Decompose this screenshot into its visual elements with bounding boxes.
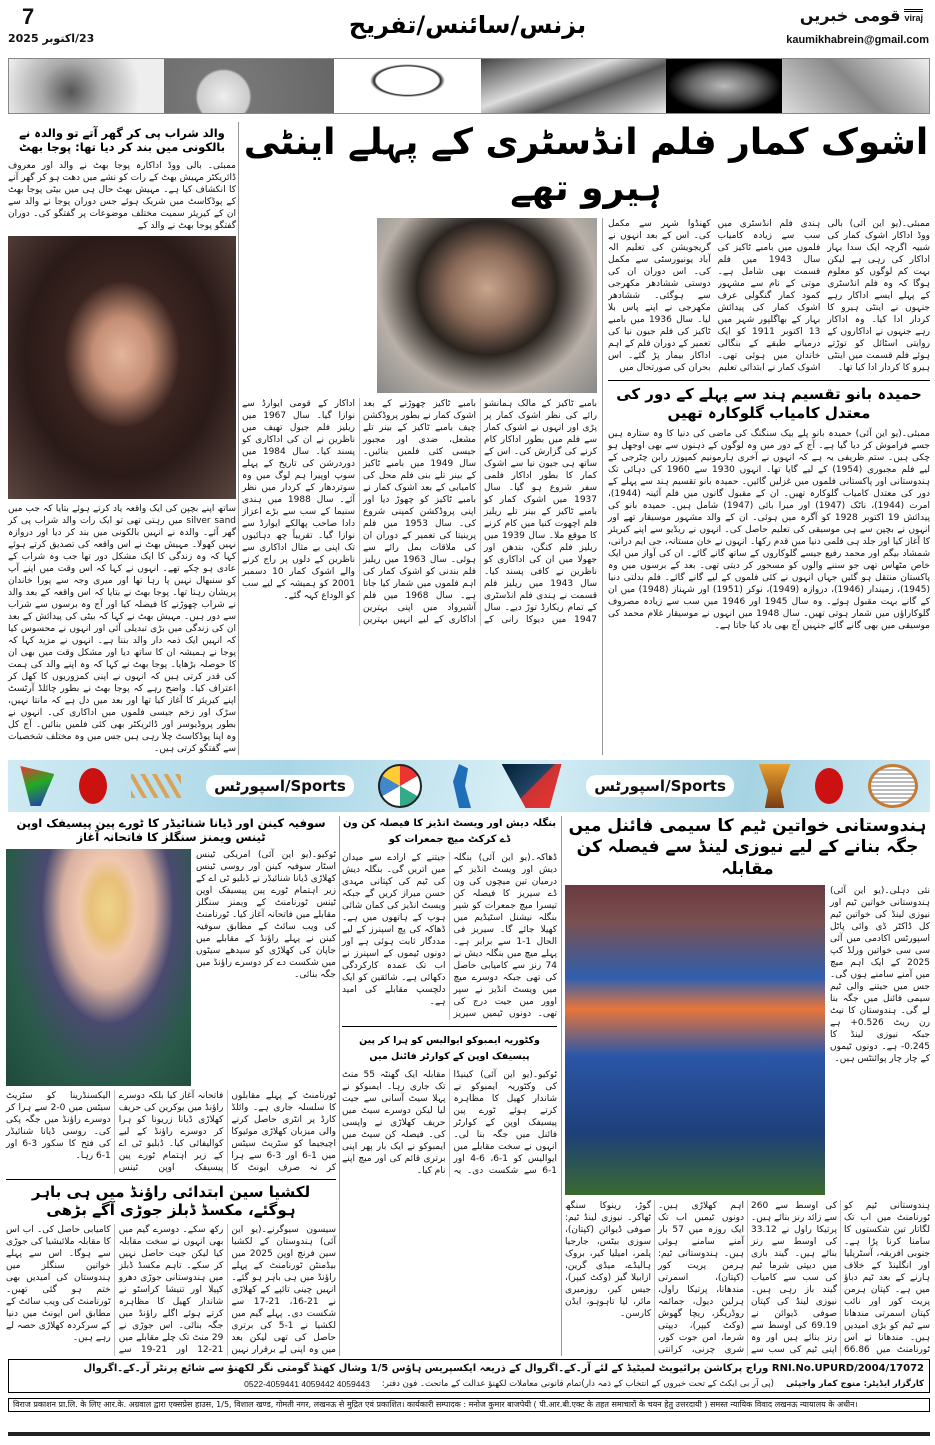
- imprint-line: RNI.No.UPURD/2004/17072 وراج پرکاشن پرائیویٹ لمیٹیڈ کے لئے آر۔کے۔اگروال کے ذریعہ ایکسپریس ہاؤس 1/5 وشال کھنڈ گومتی نگر لکھنؤ سے شائع پرنٹر آر۔کے۔اگروال: [83, 1363, 924, 1374]
- issue-date: 23/اکتوبر 2025: [8, 32, 95, 45]
- pooja-bhatt-photo: [8, 236, 236, 499]
- column-divider: [561, 816, 562, 1356]
- hockey-stick-icon: [502, 764, 562, 808]
- women-cricket-body: ہندوستانی ٹیم کو ٹورنامنٹ میں اب تک لگاتار تین شکستوں کا سامنا کرنا پڑا ہے۔ جنوبی افریقہ، آسٹریلیا اور انگلینڈ کے خلاف ہارنے کے بعد ٹیم دباؤ میں ہے۔ کپتان ہرمن پریت کور اور نائب کپتان اسمرتی مندھانا سے ٹیم کو بڑی امیدیں ہیں۔ مندھانا نے اس ٹورنامنٹ میں 66.86 کی اوسط سے 260 سے زائد رنز بنائے ہیں۔ پرتیکا راول نے 33.12 کی اوسط سے رنز بنائے ہیں۔ گیند بازی میں دیپتی شرما ٹیم کی سب سے کامیاب گیند باز رہی ہیں۔ نیوزی لینڈ کی کپتان صوفی ڈیوائن نے 69.19 کی اوسط سے رنز بنائے ہیں اور وہ اپنی ٹیم کی سب سے اہم کھلاڑی ہیں۔ دونوں ٹیمیں اب تک ایک روزہ میں 57 بار آمنے سامنے ہوئی ہیں۔ ہندوستانی ٹیم: ہرمن پریت کور (کپتان)، اسمرتی مندھانا، پرتیکا راول، ہرلین دیول، جمائمہ روڈریگز، ریچا گھوش (وکٹ کیپر)، دیپتی شرما، امن جوت کور، شری چرنی، کرانتی گوڑ، رینوکا سنگھ ٹھاکر۔ نیوزی لینڈ ٹیم: صوفی ڈیوائن (کپتان)، سوزی بیٹس، جارجیا پلمر، امیلیا کیر، بروک ہالیڈے، میڈی گرین، ازابیلا گیز (وکٹ کیپر)، جیس کیر، روزمیری مائر، لیا تاہوہو، ایڈن کارسن۔: [565, 1201, 930, 1355]
- batsman-icon: [447, 764, 477, 808]
- viraj-logo-icon: viraj: [904, 9, 923, 23]
- stock-chart-icon: [782, 59, 929, 113]
- victoria-headline: وکٹوریہ ایمبوکو ایوالیس کو ہرا کر پین پیسیفک اوپن کے کوارٹر فائنل میں: [359, 1035, 540, 1062]
- human-anatomy-icon: [666, 59, 782, 113]
- spices-icon: [9, 59, 164, 113]
- trophy-icon: [759, 764, 791, 808]
- tennis-rackets-icon: [868, 764, 918, 808]
- column-divider: [238, 122, 239, 755]
- hamida-body: ممبئی۔(یو این آئی) حمیدہ بانو پلے بیک سنگنگ کی ماضی کی دنیا کا وہ ستارہ ہیں جسے فراموش کر دیا گیا ہے۔ آج کے دور میں وہ لوگوں کے ذہنوں سے بھی اوجھل ہو چکی ہیں۔ ستم ظریفی یہ ہے کہ انہوں نے آخری ہارمونیم کمپوزر رابن چٹرجی کے لیے فلم مجبوری (1954) کے لیے گایا تھا۔ انہوں 1930 سے 1960 کی دہائی تک ہندوستانی اور پاکستانی فلموں میں غزلیں گائیں۔ حمیدہ بانو تقسیم ہند سے پہلے کے دور کی معتدل کامیاب گلوکارہ تھیں۔ ان کے مقبول گانوں میں فلم آئینہ (1944)، امرت (1944)، ناٹک (1947) اور میرا بائی (1947) شامل ہیں۔ حمیدہ بانو کی پیدائش 19 اکتوبر 1928 کو آگرہ میں ہوئی۔ ان کے والد مشہور موسیقار تھے اور انہوں نے بچپن سے ہی موسیقی کی تعلیم حاصل کی۔ انہوں نے ریڈیو سے اپنے کیریئر کا آغاز کیا اور جلد ہی فلمی دنیا میں قدم رکھا۔ انہوں نے خان مستانہ، جی ایم درانی، شمشاد بیگم اور محمد رفیع جیسے گلوکاروں کے ساتھ گانے گائے۔ ان کی آواز میں ایک خاص مٹھاس تھی جو سننے والوں کو مسحور کر دیتی تھی۔ بعد کے برسوں میں وہ پاکستان منتقل ہو گئیں جہاں انہوں نے کئی فلموں کے لیے گانے گائے۔ فلم بدلتی دنیا (1945)، زمیندار (1946)، دروازہ (1949)، نوکر (1951) اور شہناز (1948) میں ان کے گانے بہت مقبول ہوئے۔ وہ سال 1945 اور 1946 میں سب سے زیادہ مصروف گلوکاراؤں میں شمار ہوتی تھیں۔ سال 1948 میں انہوں نے موسیقار غلام محمد کی موسیقی میں بھی گانے گائے جنہیں آج بھی یاد کیا جاتا ہے۔: [608, 428, 931, 631]
- left-sports-column: [6, 816, 336, 1356]
- ashok-body-column: ہندی فلم انڈسٹری میں سب سے زیادہ کامیاب فلموں میں بامبے ٹاکیز کی سال 1943 میں فلم قسمت بھی شامل ہے۔ موتی کے نام سے مشہور کمود کمار گنگولی عرف اشوک کمار کی پیدائش بہار کے بھاگلپور شہر میں 13 اکتوبر 1911 کو ایک درمیانے طبقے کے بنگالی خاندان میں ہوئی تھی۔ اشوک کمار نے ابتدائی تعلیم: [717, 219, 821, 373]
- sofia-headline: سوفیہ کینن اور ڈیانا شنائیڈر کا ٹورے پین پیسیفک اوپن ٹینس ویمنز سنگلز کا فاتحانہ آغاز: [16, 816, 326, 845]
- ashok-body-column: ممبئی۔(یو این آئی) بالی ووڈ اداکار اشوک کمار کی شبیہ اگرچہ ایک سدا بہار اداکار کی رہی ہے لیکن بہت کم لوگوں کو معلوم ہوگا کہ وہ فلم انڈسٹری کے پہلے ایسے اداکار رہے جنہوں نے اینٹی ہیرو کا کردار ادا کیا۔ وہ اداکار رہے جنہوں نے اداکاروں کے روایتی اسٹائل کو توڑتے ہوئے فلم قسمت میں اینٹی ہیرو کا کردار ادا کیا تھا۔: [827, 219, 930, 373]
- ashok-body-main: بامبے ٹاکیز کے مالک ہمانشو رائے کی نظر اشوک کمار پر پڑی اور انہوں نے اشوک کمار سے فلم میں بطور اداکار کام کرنے کی گزارش کی۔ اس کے ساتھ ہی جیون نیا سے اشوک کمار کا بطور اداکار فلمی سفر شروع ہو گیا۔ سال 1937 میں اشوک کمار کو بامبے ٹاکیز کے بینر تلے ریلیز فلم اچھوت کنیا میں کام کرنے کا موقع ملا۔ سال 1939 میں ریلیز فلم کنگن، بندھن اور جھولا میں ان کی اداکاری کو ناظرین نے کافی پسند کیا۔ سال 1943 میں ریلیز فلم قسمت نے ہندی فلم انڈسٹری کے تمام ریکارڈ توڑ دیے۔ سال 1947 میں دیوکا رانی کے بامبے ٹاکیز چھوڑنے کے بعد اشوک کمار نے بطور پروڈکشن چیف بامبے ٹاکیز کے بینر تلے مشعل، ضدی اور مجبور جیسی کئی فلمیں بنائیں۔ سال 1949 میں بامبے ٹاکیز کے بینر تلے بنی فلم محل کی کامیابی کے بعد اشوک کمار نے بامبے ٹاکیز کو چھوڑ دیا اور اپنی پروڈکشن کمپنی شروع کی۔ سال 1953 میں فلم پرینیتا کی تعمیر کے دوران ان کی ملاقات بمل رائے سے ہوئی۔ سال 1963 میں ریلیز فلم بندنی کو اشوک کمار کی اہم فلموں میں شمار کیا جاتا ہے۔ سال 1968 میں فلم آشیرواد میں اپنی بہترین اداکاری کے لیے انہیں بہترین اداکار کے قومی ایوارڈ سے نوازا گیا۔ سال 1967 میں ریلیز فلم جیول تھیف میں ناظرین نے ان کی اداکاری کو پسند کیا۔ سال 1984 میں دوردرشن کی تاریخ کے پہلے سوپ اوپیرا ہم لوگ میں وہ سوتردھار کے کردار میں نظر آئے۔ سال 1988 میں ہندی سنیما کے سب سے بڑے اعزاز دادا صاحب پھالکے ایوارڈ سے نوازا گیا۔ تقریباً چھ دہائیوں تک اپنی بے مثال اداکاری سے ناظرین کے دلوں پر راج کرنے والے اشوک کمار 10 دسمبر 2001 کو ہمیشہ کے لیے سب کو الوداع کہہ گئے۔: [242, 399, 597, 625]
- bangladesh-body: ڈھاکہ۔(یو این آئی) بنگلہ دیش اور ویسٹ انڈیز کے درمیان تین میچوں کی ون ڈے سیریز کا فیصلہ کن تیسرا میچ جمعرات کو شیر بنگلہ نیشنل اسٹیڈیم میں کھیلا جائے گا۔ سیریز فی الحال 1-1 سے برابر ہے۔ پہلے میچ میں بنگلہ دیش نے 74 رنز سے کامیابی حاصل کی تھی جبکہ دوسرے میچ میں ویسٹ انڈیز نے سپر اوور میں جیت درج کی تھی۔ دونوں ٹیمیں سیریز جیتنے کے ارادے سے میدان میں اتریں گی۔ بنگلہ دیش کی ٹیم کی کپتانی مہدی حسن میراز کریں گے جبکہ ویسٹ انڈیز کی کمان شائی ہوپ کے ہاتھوں میں ہے۔ ڈھاکہ کی پچ اسپنرز کے لیے مددگار ثابت ہوئی ہے اور دونوں ٹیموں کے اسپنرز نے اب تک عمدہ کارکردگی دکھائی ہے۔ شائقین کو ایک دلچسپ مقابلے کی امید ہے۔: [342, 853, 557, 1019]
- page-number: 7: [22, 4, 35, 29]
- ashok-left-part: [242, 218, 597, 755]
- acting-editor: کارگزار ایڈیٹر: منوج کمار واجپئی: [785, 1379, 924, 1389]
- imprint-box: [8, 1359, 930, 1393]
- globe-icon: [164, 59, 334, 113]
- stethoscope-icon: [334, 59, 481, 113]
- sports-label: اسپورٹس/Sports: [586, 775, 734, 797]
- ashok-headline: اشوک کمار فلم انڈسٹری کے پہلے اینٹی ہیرو تھے: [243, 122, 929, 209]
- lakshya-headline: لکشیا سین ابتدائی راؤنڈ میں ہی باہر ہوگئے، مکسڈ ڈبلز جوڑی آگے بڑھی: [31, 1182, 311, 1220]
- section-rule: [6, 1179, 336, 1180]
- masthead: [0, 0, 935, 57]
- section-title: بزنس/سائنس/تفریح: [348, 11, 587, 39]
- women-cricket-headline: ہندوستانی خواتین ٹیم کا سیمی فائنل میں جگہ بنانے کے لیے نیوزی لینڈ سے فیصلہ کن مقابلہ: [568, 816, 927, 879]
- women-cricket-photo-row: [565, 885, 930, 1195]
- logo: [800, 6, 923, 25]
- logo-text: قومی خبریں: [799, 6, 901, 25]
- hindi-imprint: विराज प्रकाशन प्रा.लि. के लिए आर.के. अग्रवाल द्वारा एक्सप्रेस हाउस, 1/5, विशाल खण्ड, गोमती नगर, लखनऊ से मुद्रित एवं प्रकाशित। कार्यकारी सम्पादक : मनोज कुमार बाजपेयी ( पी.आर.बी.एक्ट के तहत समाचारों के चयन हेतु उत्तरदायी ) समस्त न्यायिक विवाद लखनऊ न्यायालय के अधीन।: [8, 1398, 930, 1412]
- cricket-ball-icon: [79, 768, 107, 804]
- column-divider: [339, 816, 340, 1356]
- shuttlecock-icon: [20, 766, 54, 806]
- women-cricket-photo: [565, 885, 825, 1195]
- sofia-body-side: ٹوکیو۔(یو این آئی) امریکی ٹینس اسٹار سوفیہ کینن اور روسی ٹینس کھلاڑی ڈیانا شنائیڈر نے ڈبلیو ٹی اے کے زیر اہتمام ٹورے پین پیسیفک اوپن ٹینس ٹورنامنٹ کے ویمنز سنگلز مقابلے میں فاتحانہ آغاز کیا۔ ٹورنامنٹ کی ویب سائٹ کے مطابق سوفیہ کینن نے پہلے راؤنڈ کے مقابلے میں جاپان کی کھلاڑی کو سیدھے سیٹوں میں شکست دے کر دوسرے راؤنڈ میں جگہ بنائی۔: [196, 849, 336, 980]
- column-divider: [602, 218, 603, 755]
- ashok-right-part: [608, 218, 930, 755]
- ashok-body-top: [608, 218, 930, 374]
- article-headline: والد شراب پی کر گھر آتے تو والدہ نے بالکونی میں بند کر دیا تھا: پوجا بھٹ: [18, 126, 226, 155]
- cricket-ball-icon: [815, 768, 843, 804]
- imprint-editor-row: [14, 1378, 924, 1390]
- sofia-kenin-photo: [6, 849, 191, 1086]
- sports-banner: [8, 760, 930, 812]
- middle-sports-column: [342, 816, 557, 1356]
- hamida-top-rule: [608, 380, 930, 381]
- bangladesh-headline: بنگلہ دیش اور ویسٹ انڈیز کا فیصلہ کن ون ڈے کرکٹ میچ جمعرات کو: [342, 818, 557, 845]
- women-cricket-body-side: نئی دہلی۔(یو این آئی) ہندوستانی خواتین ٹیم اور نیوزی لینڈ کی خواتین ٹیم کل ڈاکٹر ڈی وائی پاٹل اسپورٹس اکادمی میں آئی سی سی خواتین ورلڈ کپ 2025 کے ایک اہم میچ میں آمنے سامنے ہوں گی۔ جس میں جیتنے والی ٹیم سیمی فائنل میں جگہ بنا لے گی۔ ہندوستان کا نیٹ رن ریٹ 0.526+ ہے جبکہ نیوزی لینڈ کا 0.245- ہے۔ دونوں ٹیموں کے چار چار پوائنٹس ہیں۔: [830, 885, 930, 1064]
- film-reel-icon: [481, 59, 667, 113]
- ashok-body-column: کھنڈوا شہر سے مکمل کی۔ اس کے بعد انہوں نے گریجویشن کی تعلیم الہ آباد یونیورسٹی سے مکمل کی۔ اس دوران ان کی دوستی ششادھر مکھرجی سے ہوگئی۔ ششادھر مکھرجی نے اپنے پاس بلا لیا۔ سال 1936 میں بامبے ٹاکیز کی فلم جیون نیا کی تعمیر کے دوران فلم کے اہم اداکار بیمار پڑ گئے۔ اس بحران کی صورتحال میں: [607, 219, 711, 373]
- ashok-kumar-photo: [377, 218, 597, 393]
- legal-note: (پی آر بی ایکٹ کے تحت خبروں کے انتخاب کے ذمہ دار)تمام قانونی معاملات لکھنؤ عدالت کے ماتحت۔ فون دفتر:: [381, 1379, 774, 1389]
- sofia-photo-row: [6, 849, 336, 1086]
- top-content-row: [242, 218, 930, 755]
- article-pooja-bhatt: [8, 122, 236, 755]
- article-body: ساتھ اپنے بچپن کی ایک واقعہ یاد کرتے ہوئے بتایا کہ جب میں silver sand میں رہتی تھی تو ایک رات والد شراب پی کر گھر آئے۔ والدہ نے انہیں بالکونی میں بند کر دیا اور دروازہ نہیں کھولا۔ مہیش بھٹ نے اس واقعہ کی تصدیق کرتے ہوئے کہا کہ وہ زندگی کا ایک مشکل دور تھا جب وہ شراب کے عادی ہو چکے تھے۔ انہوں نے کہا کہ اس وقت میں اپنے آپ کو سنبھال نہیں پا رہا تھا اور میری وجہ سے پورا خاندان پریشان رہتا تھا۔ پوجا بھٹ نے بتایا کہ اس واقعہ کے بعد والد نے شراب چھوڑنے کا فیصلہ کیا اور آج وہ برسوں سے شراب سے دور ہیں۔ مہیش بھٹ نے کہا کہ بیٹی کی پیدائش کے بعد ان کی زندگی میں بڑی تبدیلی آئی اور انہوں نے محسوس کیا کہ انہیں ایک ذمہ دار والد بننا ہے۔ انہوں نے مزید کہا کہ پوجا نے ہمیشہ ان کا ساتھ دیا اور مشکل وقت میں بھی ان کا حوصلہ بڑھایا۔ پوجا بھٹ نے کہا کہ وہ اپنے والد کی ہمت کی قدر کرتی ہیں کہ انہوں نے اپنی کمزوریوں کا کھل کر اعتراف کیا۔ واضح رہے کہ پوجا بھٹ نے بطور چائلڈ آرٹسٹ اپنے کیریئر کا آغاز کیا تھا اور بعد میں دل ہے کہ مانتا نہیں، سڑک اور زخم جیسی فلموں میں اداکاری کی۔ انہوں نے بطور پروڈیوسر اور ڈائریکٹر بھی کئی فلمیں بنائیں۔ آج کل وہ اپنا پوڈکاسٹ چلا رہی ہیں جس میں وہ مختلف شخصیات سے گفتگو کرتی ہیں۔: [8, 504, 236, 754]
- section-banner: [8, 58, 930, 114]
- sofia-body: ٹورنامنٹ کے پہلے مقابلوں کا سلسلہ جاری ہے۔ وائلڈ کارڈ پر انٹری حاصل کرنے والی میزبان کھلاڑی موئیوکا اچیجیما کو سٹریٹ سیٹس میں 1-6 اور 3-6 سے ہرا کر نہ صرف ایونٹ کا فاتحانہ آغاز کیا بلکہ دوسرے راؤنڈ میں یوکرین کی حریف کھلاڑی ڈیانا زریونا کو ہرا کر دوسرے راؤنڈ کے لیے کوالیفائی کیا۔ ڈبلیو ٹی اے کے زیر اہتمام ٹورے پین پیسیفک اوپن ٹینس الیکسنڈرینا کو سٹریٹ سیٹس میں 0-2 سے ہرا کر دوسرے راؤنڈ میں جگہ پکی کی۔ روسی ڈیانا شنائیڈر کی فتح کا سکور 3-6 اور 1-6 رہا۔: [6, 1090, 336, 1173]
- lakshya-body: سیسون سیوگرنے۔(یو این آئی) ہندوستان کے لکشیا سین فرنچ اوپن 2025 میں بیڈمنٹن ٹورنامنٹ کے پہلے راؤنڈ میں ہی باہر ہو گئے۔ انہیں چینی تائپے کے کھلاڑی نے 21-16، 21-17 سے شکست دی۔ پہلے گیم میں لکشیا نے 1-5 کی برتری حاصل کی تھی لیکن بعد میں وہ اپنی لے برقرار نہیں رکھ سکے۔ دوسرے گیم میں بھی انہوں نے سخت مقابلہ کیا لیکن جیت حاصل نہیں کر سکے۔ تاہم مکسڈ ڈبلز میں ہندوستانی جوڑی دھرو کپیلا اور تنیشا کراسٹو نے شاندار کھیل کا مظاہرہ کرتے ہوئے اگلے راؤنڈ میں جگہ بنائی۔ اس جوڑی نے 29 منٹ تک چلے مقابلے میں 21-12 اور 21-19 سے کامیابی حاصل کی۔ اب اس کا مقابلہ ملائیشیا کی جوڑی سے ہوگا۔ اس سے پہلے خواتین سنگلز میں ہندوستان کی امیدیں بھی ختم ہو گئی تھیں۔ ٹورنامنٹ کی ویب سائٹ کے مطابق اس ایونٹ میں دنیا کے سرکردہ کھلاڑی حصہ لے رہے ہیں۔: [6, 1225, 337, 1355]
- article-women-cricket: [565, 816, 930, 1356]
- article-body: ممبئی۔ بالی ووڈ اداکارہ پوجا بھٹ نے والد اور معروف ڈائریکٹر مہیش بھٹ کے رات کو نشے میں دھت ہو کر گھر آنے کا انکشاف کیا ہے۔ مہیش بھٹ حال ہی میں بیٹی پوجا بھٹ کے پوڈکاسٹ میں شریک ہوئے جس دوران پوجا نے والد سے ان کے کیریئر سمیت مختلف موضوعات پر گفتگو کی۔ دوران گفتگو پوجا بھٹ نے والد کے: [8, 160, 236, 231]
- section-rule: [342, 1026, 557, 1027]
- cricket-stumps-icon: [131, 774, 181, 798]
- victoria-body: ٹوکیو۔(یو این آئی) کینیڈا کی وکٹوریہ ایمبوکو نے شاندار کھیل کا مظاہرہ کرتے ہوئے ٹورے پین پیسیفک اوپن کے کوارٹر فائنل میں جگہ بنا لی۔ انہوں نے سخت مقابلے میں ایوالیس کو 1-6، 6-4 اور 1-6 سے شکست دی۔ یہ مقابلہ ایک گھنٹہ 55 منٹ تک جاری رہا۔ ایمبوکو نے پہلا سیٹ آسانی سے جیت لیا لیکن دوسرے سیٹ میں حریف کھلاڑی نے واپسی کی۔ فیصلہ کن سیٹ میں ایمبوکو نے ایک بار پھر اپنی برتری قائم کی اور میچ اپنے نام کیا۔: [342, 1070, 558, 1176]
- sports-label: اسپورٹس/Sports: [206, 775, 354, 797]
- office-phones: 0522-4059441 4059442 4059443: [244, 1379, 370, 1389]
- hamida-headline: حمیدہ بانو تقسیم ہند سے پہلے کے دور کی معتدل کامیاب گلوکارہ تھیں: [616, 385, 922, 422]
- page-bottom-rule: [8, 1432, 930, 1436]
- top-right-section: [242, 120, 930, 755]
- football-icon: [378, 764, 422, 808]
- contact-email[interactable]: kaumikhabrein@gmail.com: [786, 34, 929, 46]
